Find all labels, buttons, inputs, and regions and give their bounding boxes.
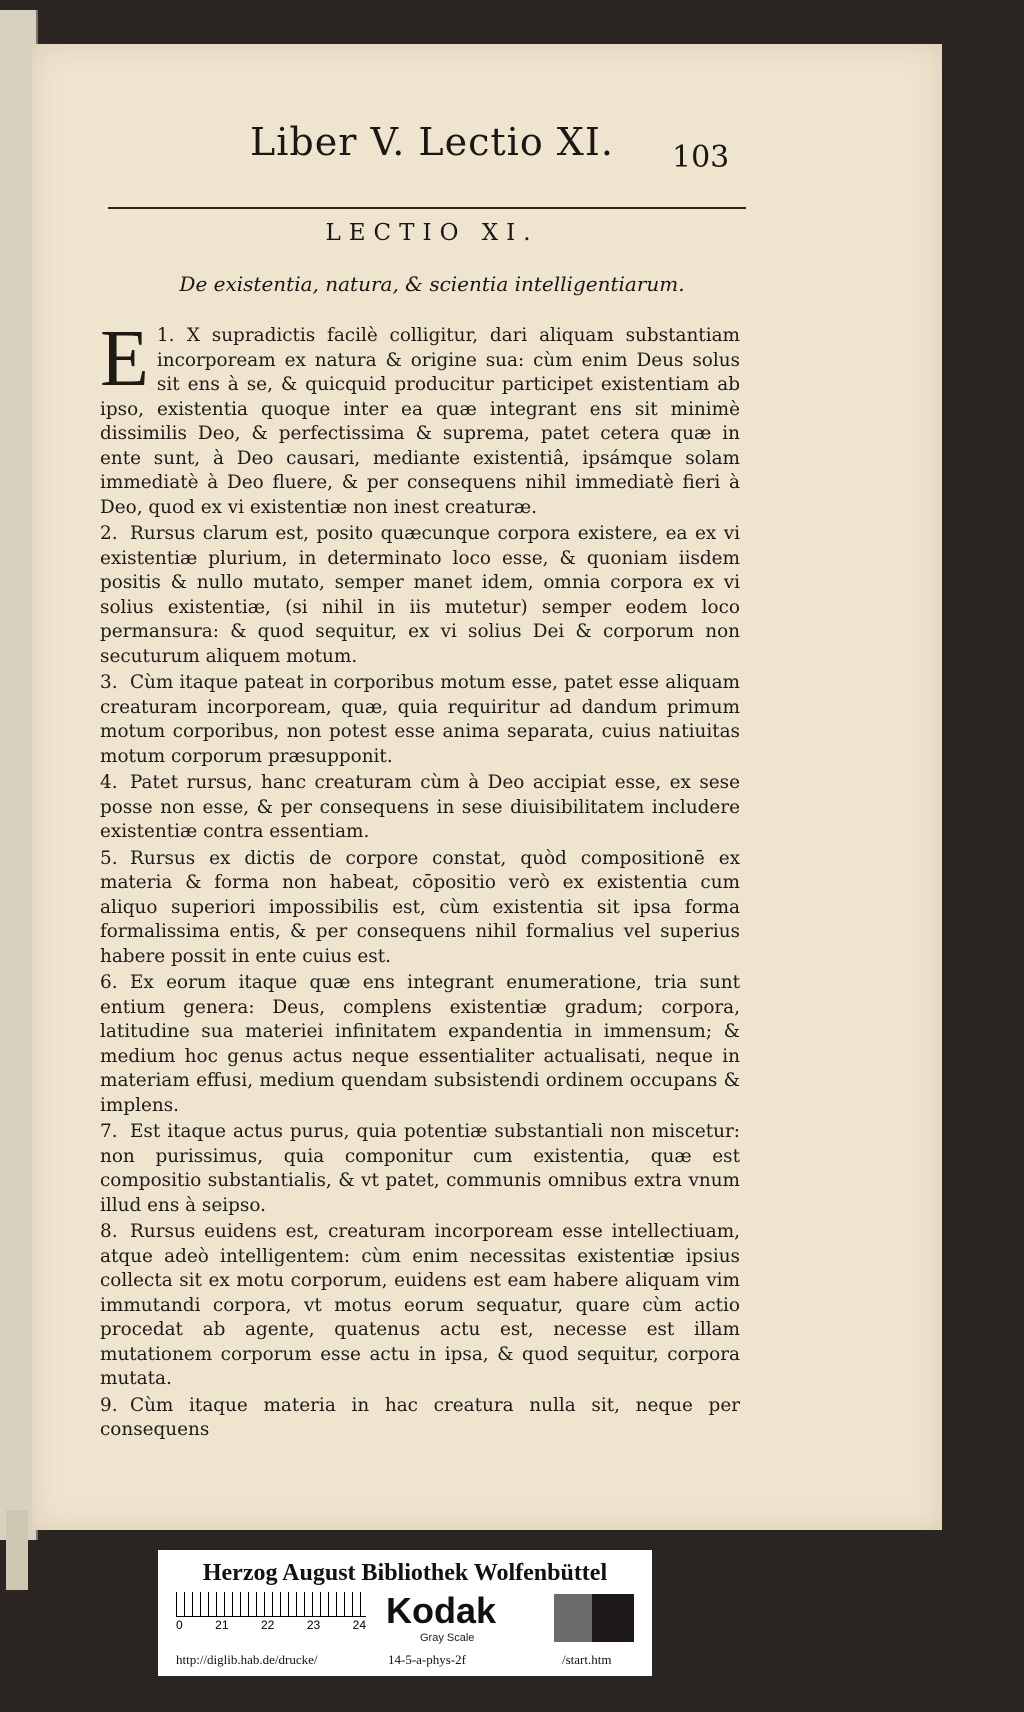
ruler-number: 21 — [215, 1618, 229, 1632]
paragraph-1 — [100, 315, 740, 520]
paragraph-5 — [100, 847, 740, 970]
paragraph-number: 9. — [100, 1394, 118, 1416]
paragraph-9 — [100, 1394, 740, 1443]
paragraph-text: Rursus euidens est, creaturam incorpoream esse intellectiuam, atque adeò intelligentem: cùm enim necessitas existentiæ ipsius collecta sit ex motu corporum, euidens est eam habere aliquam vim immutandi corpora, vt motus eorum sequatur, quare cùm actio procedat ab agente, quatenus actu est, necesse est illam mutationem corporum esse actu in ipsa, & quod sequitur, corpora mutata. — [100, 1221, 740, 1389]
lectio-title: LECTIO XI. — [325, 220, 539, 246]
paragraph-text: Cùm itaque materia in hac creatura nulla sit, neque per consequens — [100, 1394, 740, 1440]
paragraph-text: Cùm itaque pateat in corporibus motum esse, patet esse aliquam creaturam incorpoream, quæ, quia requiritur ad dandum primum motum corporibus, non potest esse anima separata, cuius natiuitas motum corporum præsupponit. — [100, 672, 740, 767]
paragraph-text: Rursus ex dictis de corpore constat, quòd compositionē ex materia & forma non habeat, cōpositio verò ex existentia cum aliquo superiori impossibilis est, cùm existentia sit ipsa forma formalissima entis, & per consequens nihil formalius vel superius habere possit in ente cuius est. — [100, 847, 740, 967]
paragraph-text: Patet rursus, hanc creaturam cùm à Deo accipiat esse, ex sese posse non esse, & per consequens in sese diuisibilitatem includere existentiæ contra essentiam. — [100, 772, 740, 842]
page-number: 103 — [672, 140, 730, 175]
ruler-number: 0 — [176, 1618, 183, 1632]
shelfmark: 14-5-a-phys-2f — [388, 1652, 466, 1667]
drop-cap: E — [100, 315, 149, 403]
catalog-url: http://diglib.hab.de/drucke/ — [176, 1652, 318, 1667]
paragraph-4 — [100, 771, 740, 845]
paragraph-text: X supradictis facilè colligitur, dari aliquam substantiam incorpoream ex natura & origine sua: cùm enim Deus solus sit ens à se, & quicquid producitur participet existentiam ab ipso, existentia quoque inter ea quæ integrant ens sit minimè dissimilis Deo, & perfectissima & suprema, patet cetera quæ in ente sunt, à Deo causari, mediante existentiâ, ipsámque solam immediatè à Deo fluere, & per consequens nihil immediatè fieri à Deo, quod ex vi existentiæ non inest creaturæ. — [100, 325, 740, 518]
ruler-number: 23 — [306, 1618, 321, 1632]
scale-ruler — [176, 1592, 366, 1632]
ruler-number: 22 — [260, 1618, 275, 1632]
paragraph-8 — [100, 1220, 740, 1392]
paragraph-number: 1. — [156, 325, 175, 346]
paragraph-number: 3. — [100, 672, 118, 693]
page-edge-tab — [6, 1510, 28, 1590]
paragraph-number: 5. — [100, 847, 118, 869]
header-rule — [108, 207, 746, 209]
paragraph-number: 4. — [100, 772, 118, 793]
library-color-card — [158, 1550, 652, 1676]
gray-scale-label: Gray Scale — [420, 1632, 475, 1644]
paragraph-3 — [100, 671, 740, 769]
ruler-number: 24 — [352, 1618, 366, 1632]
paragraph-number: 8. — [100, 1221, 118, 1242]
start-link: /start.htm — [562, 1652, 612, 1667]
text-body — [100, 315, 740, 1445]
gray-patch — [554, 1594, 592, 1642]
page-header — [32, 120, 942, 180]
ruler-numbers — [176, 1618, 366, 1632]
paragraph-number: 6. — [100, 972, 118, 993]
paragraph-6 — [100, 971, 740, 1118]
paragraph-text: Rursus clarum est, posito quæcunque corpora existere, ea ex vi existentiæ plurium, in determinato loco esse, & quoniam iisdem positis & nullo mutato, semper manet idem, omnia corpora ex vi solius existentiæ, (si nihil in iis mutetur) semper eodem loco permansura: & quod sequitur, ex vi solius Dei & corporum non secuturum aliquem motum. — [100, 523, 740, 667]
paragraph-text: Ex eorum itaque quæ ens integrant enumeratione, tria sunt entium genera: Deus, complens existentiæ gradum; corpora, latitudine sua materiei infinitatem expandentia in immensum; & medium hoc genus actus neque essentialiter actualisati, neque in materiam effusi, medium quendam subsistendi ordinem occupans & implens. — [100, 972, 740, 1116]
lectio-subtitle: De existentia, natura, & scientia intelligentiarum. — [179, 272, 685, 296]
paragraph-number: 2. — [100, 523, 118, 544]
paragraph-text: Est itaque actus purus, quia potentiæ substantiali non miscetur: non purissimus, quia componitur cum existentia, quæ est compositio substantialis, & vt patet, communis omnibus extra vnum illud ens à seipso. — [100, 1121, 740, 1216]
paragraph-7 — [100, 1120, 740, 1218]
book-page — [32, 44, 942, 1530]
black-patch — [592, 1594, 634, 1642]
running-title: Liber V. Lectio XI. — [250, 120, 614, 164]
kodak-logo: Kodak — [386, 1590, 497, 1631]
paragraph-2 — [100, 522, 740, 669]
ruler-ticks — [176, 1592, 366, 1617]
library-name: Herzog August Bibliothek Wolfenbüttel — [202, 1560, 608, 1586]
paragraph-number: 7. — [100, 1121, 118, 1142]
